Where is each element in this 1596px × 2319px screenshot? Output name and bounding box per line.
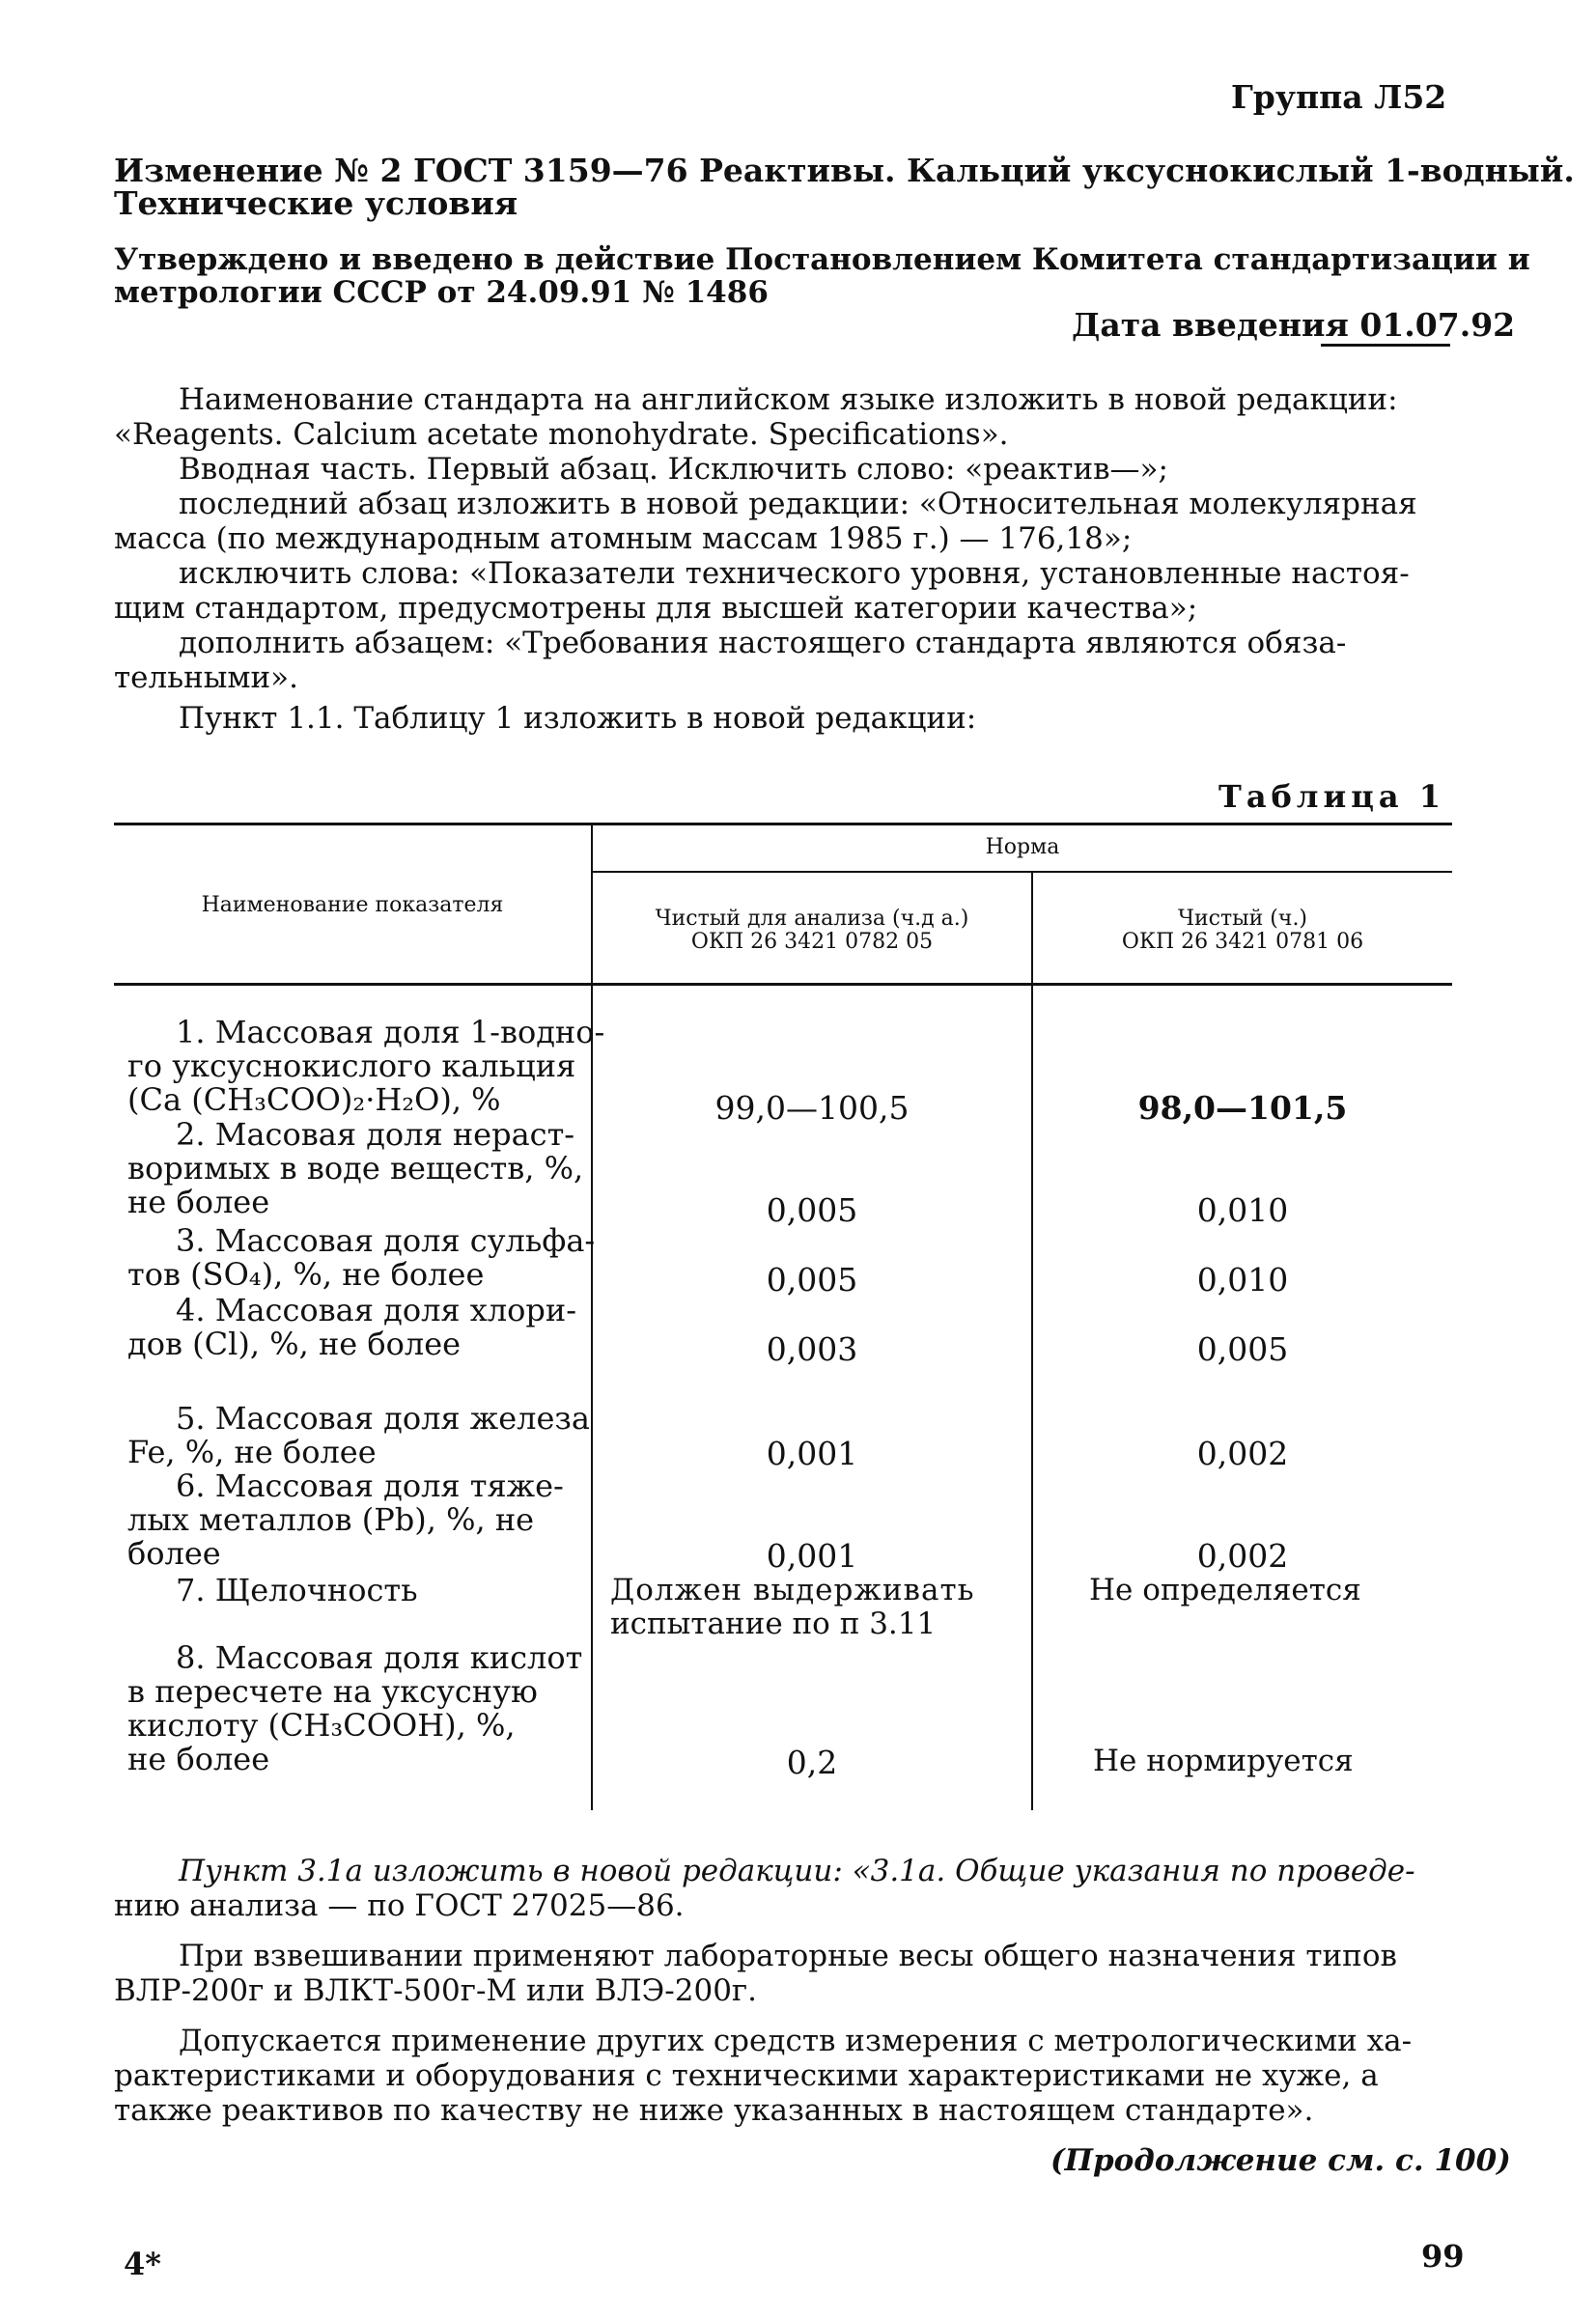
table-row-3-value-b: 0,010 [1196,1261,1289,1299]
norm-underline [591,871,1452,873]
approval-line1: Утверждено и введено в действие Постановлением Комитета стандартизации и [114,242,1530,277]
col-header-a-line2: ОКП 26 3421 0782 05 [690,930,934,954]
continued-note: (Продолжение см. с. 100) [1050,2143,1511,2178]
date-underline [1321,344,1450,347]
para-allowed-line2: рактеристиками и оборудования с техническими характеристиками не хуже, а [114,2058,1379,2093]
table-row-2-value-b: 0,010 [1196,1191,1289,1229]
table-caption: Таблица 1 [1218,778,1445,815]
footer-signature-mark: 4* [124,2246,161,2282]
para-3-1a-line2: нию анализа — по ГОСТ 27025—86. [114,1888,685,1923]
intro-line-1: Наименование стандарта на английском языке изложить в новой редакции: [179,382,1398,417]
intro-line-4: последний абзац изложить в новой редакции: «Относительная молекулярная [179,487,1417,521]
intro-line-3: Вводная часть. Первый абзац. Исключить слово: «реактив—»; [179,452,1168,487]
intro-line-2: «Reagents. Calcium acetate monohydrate. Specifications». [114,417,1009,452]
change-title-line1: Изменение № 2 ГОСТ 3159—76 Реактивы. Кальций уксуснокислый 1-водный. [114,152,1575,189]
col-header-a-line1: Чистый для анализа (ч.д а.) [655,907,969,931]
para-3-1a-line1: Пункт 3.1а изложить в новой редакции: «3.1а. Общие указания по проведе- [179,1854,1415,1888]
table-row-4-value-a: 0,003 [766,1330,858,1368]
table-row-1-name: 1. Массовая доля 1-водно- го уксуснокислого кальция (Ca (CH₃COO)₂·H₂O), % [127,1014,605,1118]
para-allowed-line3: также реактивов по качеству не ниже указанных в настоящем стандарте». [114,2093,1314,2128]
group-label: Группа Л52 [1231,78,1447,116]
table-row-8-value-a: 0,2 [786,1744,838,1781]
table-row-3-name: 3. Массовая доля сульфа- тов (SO₄), %, не более [127,1222,596,1293]
table-row-4-value-b: 0,005 [1196,1330,1289,1368]
intro-line-7: щим стандартом, предусмотрены для высшей категории качества»; [114,591,1198,626]
table-row-5-value-b: 0,002 [1196,1435,1289,1472]
intro-line-9: тельными». [114,660,298,695]
intro-line-10: Пункт 1.1. Таблицу 1 изложить в новой редакции: [179,701,977,736]
table-row-6-value-b: 0,002 [1196,1537,1289,1575]
approval-line2: метрологии СССР от 24.09.91 № 1486 [114,275,769,310]
para-allowed-line1: Допускается применение других средств измерения с метрологическими ха- [179,2024,1413,2058]
table-row-8-value-b: Не нормируется [1093,1744,1354,1778]
table-row-1-value-b: 98,0—101,5 [1137,1089,1348,1127]
table-row-5-value-a: 0,001 [766,1435,858,1472]
col-header-b-line1: Чистый (ч.) [1177,907,1308,931]
table-row-2-value-a: 0,005 [766,1191,858,1229]
col-header-norm: Норма [985,835,1060,859]
col-divider-1 [591,825,593,1810]
change-title-line2: Технические условия [114,184,518,222]
effective-date: Дата введения 01.07.92 [1072,306,1516,344]
col-header-b-line2: ОКП 26 3421 0781 06 [1121,930,1364,954]
table-row-4-name: 4. Массовая доля хлори- дов (Cl), %, не более [127,1292,577,1362]
intro-line-6: исключить слова: «Показатели технического уровня, установленные настоя- [179,556,1410,591]
table-row-6-name: 6. Массовая доля тяже- лых металлов (Pb), %, не более [127,1467,564,1572]
intro-line-5: масса (по международным атомным массам 1985 г.) — 176,18»; [114,521,1133,556]
para-weighing-line1: При взвешивании применяют лабораторные весы общего назначения типов [179,1939,1397,1973]
col-header-name: Наименование показателя [201,893,504,917]
table-row-1-value-a: 99,0—100,5 [714,1089,910,1127]
table-row-2-name: 2. Масовая доля нераст- воримых в воде веществ, %, не более [127,1116,584,1220]
table-row-6-value-a: 0,001 [766,1537,858,1575]
table-header-bottom-rule [114,983,1452,986]
table-row-7-value-b: Не определяется [1089,1573,1361,1607]
page-number: 99 [1421,2238,1465,2275]
intro-line-8: дополнить абзацем: «Требования настоящего стандарта являются обяза- [179,626,1347,660]
table-row-3-value-a: 0,005 [766,1261,858,1299]
table-row-8-name: 8. Массовая доля кислот в пересчете на уксусную кислоту (CH₃COOH), %, не более [127,1639,583,1777]
para-weighing-line2: ВЛР-200г и ВЛКТ-500г-М или ВЛЭ-200г. [114,1973,758,2008]
table-row-7-value-a: Должен выдерживать испытание по п 3.11 [610,1573,975,1641]
table-row-7-name: 7. Щелочность [176,1572,418,1608]
table-top-rule [114,823,1452,825]
table-row-5-name: 5. Массовая доля железа Fe, %, не более [127,1400,590,1470]
